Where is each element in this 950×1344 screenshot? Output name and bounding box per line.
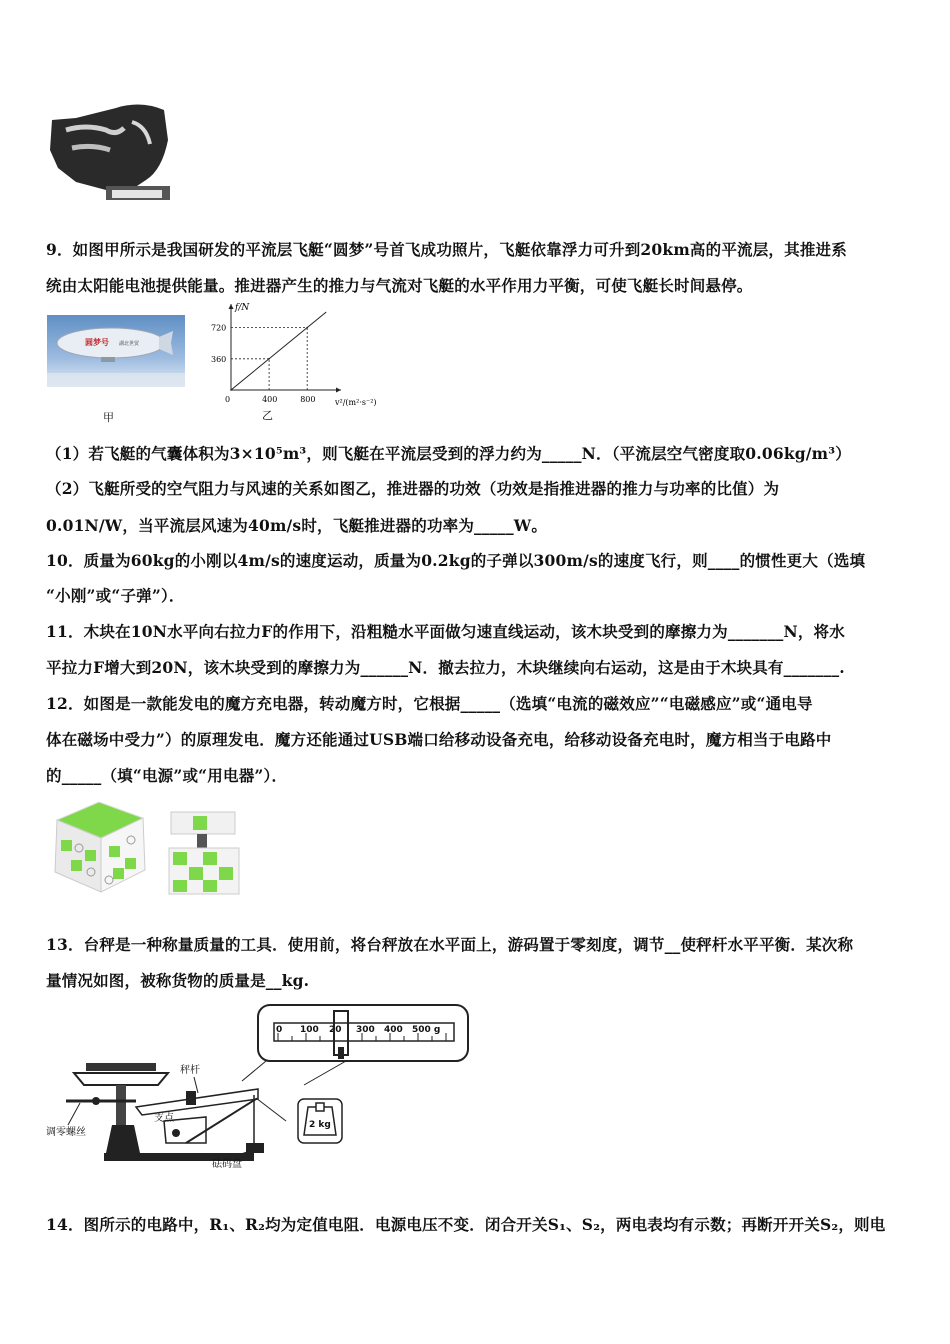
q10-line-1: 10．质量为60kg的小刚以4m/s的速度运动，质量为0.2kg的子弹以300m/s的速度飞行，则____的惯性更大（选填	[46, 551, 866, 570]
scale-tick-200: 20	[329, 1025, 342, 1035]
data-point	[230, 389, 232, 391]
figure-yi-label: 乙	[262, 409, 273, 422]
q12-line-3: 的_____（填“电源”或“用电器”）．	[46, 766, 288, 785]
cube-charger-image-2	[163, 810, 243, 898]
x-axis-arrow	[336, 388, 341, 393]
y-axis-arrow	[229, 304, 234, 309]
label-pivot: 支点	[154, 1113, 174, 1124]
data-point	[306, 327, 308, 329]
drag-force-chart	[205, 300, 377, 418]
q10-line-2: “小刚”或“子弹”）．	[46, 586, 185, 605]
q11-line-2: 平拉力F增大到20N，该木块受到的摩擦力为______N．撤去拉力，木块继续向右运动，这是由于木块具有_______.	[46, 658, 845, 677]
weight-label: 2 kg	[309, 1120, 331, 1130]
scale-tick-300: 300	[356, 1025, 375, 1035]
q9-sub-2b: 0.01N/W，当平流层风速为40m/s时，飞艇推进器的功率为_____W。	[46, 516, 548, 535]
x-axis-label: v²/(m²·s⁻²)	[335, 398, 377, 407]
cube-charger-image-1	[47, 798, 152, 896]
y-axis-label: f/N	[235, 303, 250, 313]
q9-sub-2: （2）飞艇所受的空气阻力与风速的关系如图乙，推进器的功效（功效是指推进器的推力与功率的比值）为	[46, 479, 780, 498]
y-tick-label: 360	[211, 354, 227, 364]
q9-sub-1: （1）若飞艇的气囊体积为3×10⁵m³，则飞艇在平流层受到的浮力约为_____N．（平流层空气密度取0.06kg/m³）	[46, 444, 851, 463]
q9-line-2: 统由太阳能电池提供能量。推进器产生的推力与气流对飞艇的水平作用力平衡，可使飞艇长时间悬停。	[46, 276, 753, 295]
platform-scale-diagram	[46, 1003, 476, 1173]
x-tick-label: 800	[300, 395, 316, 404]
q11-line-1: 11．木块在10N水平向右拉力F的作用下，沿粗糙水平面做匀速直线运动，该木块受到的摩擦力为_______N，将水	[46, 622, 845, 641]
label-pan: 砝码盘	[212, 1159, 242, 1170]
scale-tick-500: 500 g	[412, 1025, 441, 1035]
data-point	[268, 358, 270, 360]
q13-line-1: 13．台秤是一种称量质量的工具．使用前，将台秤放在水平面上，游码置于零刻度，调节__使秤杆水平平衡．某次称	[46, 935, 854, 954]
top-figure-image	[46, 100, 176, 205]
x-tick-label: 0	[225, 395, 231, 404]
y-tick-label: 720	[211, 323, 227, 333]
airship-text: 圆梦号	[85, 338, 109, 347]
q12-line-1: 12．如图是一款能发电的魔方充电器，转动魔方时，它根据_____（选填“电流的磁效应”“电磁感应”或“通电导	[46, 694, 813, 713]
figure-jia-label: 甲	[103, 411, 114, 424]
q13-line-2: 量情况如图，被称货物的质量是__kg.	[46, 971, 310, 990]
airship-text-2: 湖北世贸	[119, 341, 140, 347]
scale-tick-0: 0	[276, 1025, 283, 1035]
q14-line-1: 14．图所示的电路中，R₁、R₂均为定值电阻．电源电压不变．闭合开关S₁、S₂，两电表均有示数；再断开开关S₂，则电	[46, 1215, 886, 1234]
data-line	[231, 312, 326, 390]
q12-line-2: 体在磁场中受力”）的原理发电．魔方还能通过USB端口给移动设备充电，给移动设备充电时，魔方相当于电路中	[46, 730, 832, 749]
airship-photo	[47, 315, 185, 387]
scale-tick-100: 100	[300, 1025, 319, 1035]
q9-line-1: 9．如图甲所示是我国研发的平流层飞艇“圆梦”号首飞成功照片，飞艇依靠浮力可升到20km高的平流层，其推进系	[46, 240, 847, 259]
x-tick-label: 400	[262, 395, 278, 404]
label-beam: 秤杆	[180, 1065, 200, 1076]
label-screw: 调零螺丝	[46, 1127, 86, 1138]
scale-tick-400: 400	[384, 1025, 403, 1035]
